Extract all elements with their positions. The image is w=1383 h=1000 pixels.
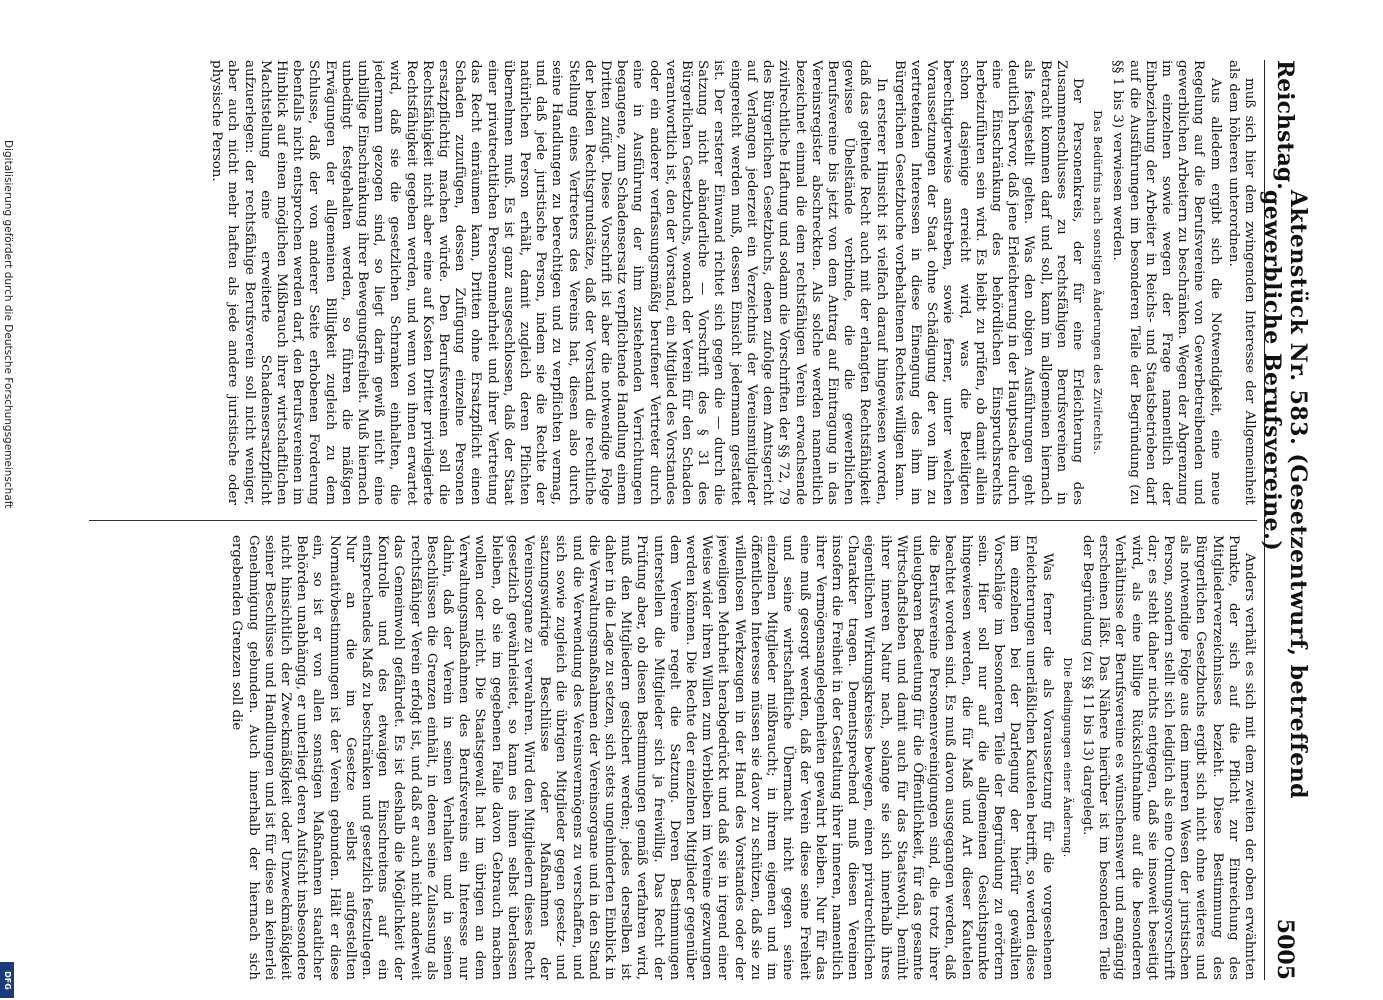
paragraph: In ersterer Hinsicht ist vielfach darauf hingewiesen worden, daß das geltende Recht auch mit der erlangten Rechtsfähigkeit gewisse Übelstände verbinde, die die gewerblichen Berufsvereine bis jetzt von dem Antrag auf Eintragung in das Vereinsregister abschreckten. Als solche werden namentlich bezeichnet einmal die dem rechtsfähigen Verein erwachsende zivilrechtliche Haftung und sodann die Vorschriften der §§ 72, 79 des Bürgerlichen Gesetzbuchs, denen zufolge dem Amtsgericht auf Verlangen jederzeit ein Verzeichnis der Vereinsmitglieder eingereicht werden muß, dessen Einsicht jedermann gestattet ist. Der ersterer Einwand richtet sich gegen die — durch die Satzung nicht abänderliche — Vorschrift des § 31 des Bürgerlichen Gesetzbuchs, wonach der Verein für den Schaden verantwortlich ist, den der Vorstand, ein Mitglied des Vorstandes oder ein anderer verfassungsmäßig berufener Vertreter durch eine in Ausführung der ihm zustehenden Verrichtungen begangene, zum Schadensersatz verpflichtende Handlung einem Dritten zufügt. Diese Vorschrift ist aber die notwendige Folge der beiden Rechtsgrundsätze, daß der Vorstand die rechtliche Stellung eines Vertreters des Vereins hat, diesen also durch seine Handlungen zu berechtigen und zu verpflichten vermag, und daß jede juristische Person, indem sie die Rechte der natürlichen Person erhält, damit zugleich deren Pflichten übernehmen muß. Es ist ganz ausgeschlossen, daß der Staat einer privatrechtlichen Personenmehrheit und ihrer Vertretung das Recht einräumen kann, Dritten ohne Ersatzpflicht einen Schaden zuzufügen, dessen Zufügung einzelne Personen ersatzpflichtig machen würde. Den Berufsvereinen soll die Rechtsfähigkeit nicht aber eine auf Kosten Dritter privilegierte Rechtsfähigkeit gegeben werden, und wenn von ihnen erwartet wird, daß sie die gesetzlichen Schranken einhalten, die jedermann gezogen sind, so liegt darin gewiß nicht eine unbillige Einschränkung ihrer Bewegungsfreiheit. Muß hiernach unbedingt festgehalten werden, so führen die mäßigen Erwägungen der allgemeinen Billigkeit zugleich zu dem Schlusse, daß der von anderer Seite erhobenen Forderung ebenfalls nicht entsprochen werden darf, den Berufsvereinen im Hinblick auf einen möglichen Mißbrauch ihrer wirtschaftlichen Machtstellung eine erweiterte Schadensersatzpflicht aufzuerlegen: der rechtsfähige Berufsverein soll nicht weniger, aber auch nicht mehr haften als jede andere juristische oder physische Person.	[209, 60, 889, 505]
section-heading: Das Bedürfnis nach sonstigen Änderungen des Zivilrechts.	[1091, 110, 1105, 455]
scanned-page	[85, 60, 1311, 980]
section-heading: Die Bedingungen einer Änderung.	[1060, 657, 1074, 858]
paragraph: Anders verhält es sich mit dem zweiten der oben erwähnten Punkte, der sich auf die Pflicht zur Einreichung des Mitgliederverzeichnisses bezieht. Diese Bestimmung des Bürgerlichen Gesetzbuchs ergibt sich nicht ohne weiteres und als notwendige Folge aus dem inneren Wesen der juristischen Person, sondern stellt sich lediglich als eine Ordnungsvorschrift dar; es steht daher nichts entgegen, daß sie insoweit beseitigt wird, als eine billige Rücksichtnahme auf die besonderen Verhältnisse der Berufsvereine es wünschenswert und angängig erscheinen läßt. Das Nähere hierüber ist im besonderen Teile der Begründung (zu §§ 11 bis 13) dargelegt.	[1079, 535, 1257, 980]
dfg-logo-text: DFG	[2, 970, 12, 990]
page-header	[1259, 60, 1311, 980]
digitization-note-text: Digitalisierung gefördert durch die Deutsche Forschungsgemeinschaft	[2, 140, 14, 509]
paragraph: Was ferner die als Voraussetzung für die vorgesehenen Erleichterungen unerläßlichen Kautelen betrifft, so werden diese im einzelnen bei der Darlegung der hierfür gewählten Vorschläge im besonderen Teile der Begründung zu erörtern sein. Hier soll nur auf die allgemeinen Gesichtspunkte hingewiesen werden, die für Maß und Art dieser Kautelen beachtet worden sind. Es muß davon ausgegangen werden, daß die Berufsvereine Personenvereinigungen sind, die trotz ihrer unleugbaren Bedeutung für die Öffentlichkeit, für das gesamte Wirtschaftsleben und damit auch für das Staatswohl, bemüht ihrer inneren Natur nach, solange sie sich innerhalb ihres eigentlichen Wirkungskreises bewegen, einen privatrechtlichen Charakter tragen. Dementsprechend muß diesen Vereinen insofern die Freiheit in der Gestaltung ihrer inneren, namentlich ihrer Vermögensangelegenheiten gewahrt bleiben. Nur für das eine muß gesorgt werden, daß der Verein diese seine Freiheit und seine wirtschaftliche Übermacht nicht gegen seine einzelnen Mitglieder mißbraucht; in ihrem eigenen und im öffentlichen Interesse müssen sie davor zu schützen, daß sie zu willenlosen Werkzeugen in der Hand des Vorstandes oder der jeweiligen Mehrheit herabgedrückt und daß sie in irgend einer Weise wider ihren Willen zum Verbleiben im Vereine gezwungen werden können. Die Rechte der einzelnen Mitglieder gegenüber dem Vereine regelt die Satzung. Deren Bestimmungen unterstellen die Mitglieder sich ja freiwillig. Das Recht der Prüfung aber, ob diesen Bestimmungen gemäß verfahren wird, muß den Mitgliedern gesichert werden; jedes derselben ist daher in die Lage zu setzen, sich stets ungehinderten Einblick in die Verwaltungsmaßnahmen der Vereinsorgane und in den Stand und die Verwendung des Vereinsvermögens zu verschaffen, und sich sowie zugleich die übrigen Mitglieder gegen gesetz- und satzungswidrige Beschlüsse oder Maßnahmen der Vereinsorgane zu verwahren. Wird den Mitgliedern dieses Recht gesetzlich gewährleistet, so kann es ihnen selbst überlassen bleiben, ob sie im gegebenen Falle davon Gebrauch machen wollen oder nicht. Die Staatsgewalt hat im übrigen an dem Verwaltungsmaßnahmen des Berufsvereins ein Interesse nur dahin, daß der Verein in seinen Verhalten und in seinen Beschlüssen die Grenzen einhält, in denen seine Zulassung als rechtsfähiger Verein erfolgt ist, und daß er auch nicht anderweit das Gemeinwohl gefährdet. Es ist deshalb die Möglichkeit der Kontrolle und des etwaigen Einschreitens auf ein entsprechendes Maß zu beschränken und gesetzlich festzulegen. Nur an die im Gesetze selbst aufgestellten Normativbestimmungen ist der Verein gebunden. Hält er diese ein, so ist er von allen sonstigen Maßnahmen staatlicher Behörden unabhängig, er unterliegt deren Aufsicht insbesondere nicht hinsichtlich der Zweckmäßigkeit oder Unzweckmäßigkeit seiner Beschlüsse und Handlungen und ist für diese an keinerlei Genehmigung gebunden. Auch innerhalb der hiernach sich ergebenden Grenzen soll die	[229, 535, 1055, 980]
paragraph: Der Personenkreis, der für eine Erleichterung des Zusammenschlusses zu rechtsfähigen Berufsvereinen in Betracht kommen darf und soll, kann im allgemeinen hiernach als festgestellt gelten. Was den obigen Ausführungen geht deutlich hervor, daß jene Erleichterung in der Hauptsache durch eine Einschränkung des behördlichen Einspruchsrechts herbeizuführen sein wird. Es bleibt zu prüfen, ob damit allein schon dasjenige erreicht wird, was die Beteiligten berechtigterweise anstreben, sowie ferner, unter welchen Voraussetzungen der Staat ohne Schädigung der von ihm zu vertretenden Interessen in diese Einengung des ihm im Bürgerlichen Gesetzbuche vorbehaltenen Rechtes willigen kann.	[891, 60, 1085, 505]
page-number: 5005	[1272, 918, 1298, 980]
paragraph: Aus alledem ergibt sich die Notwendigkeit, eine neue Regelung auf die Berufsvereine von Gewerbetreibenden und gewerblichen Arbeitern zu beschränken. Wegen der Abgrenzung im einzelnen sowie wegen der Frage namentlich der Einbeziehung der Arbeiter in Reichs- und Staatsbetrieben darf auf die Ausführungen im besonderen Teile der Begründung (zu §§ 1 bis 3) verwiesen werden.	[1110, 60, 1223, 505]
dfg-logo	[0, 962, 14, 998]
header-left: Reichstag.	[1272, 60, 1298, 190]
column-left	[89, 60, 1257, 505]
column-right	[89, 535, 1257, 980]
digitization-note	[2, 140, 16, 970]
paragraph: muß sich hier dem zwingenden Interesse der Allgemeinheit als dem höheren unterordnen.	[1225, 60, 1257, 505]
column-divider	[89, 520, 1257, 521]
header-title: Aktenstück Nr. 583. (Gesetzentwurf, betreffend gewerbliche Berufsvereine.)	[1259, 189, 1311, 800]
text-columns	[87, 60, 1257, 980]
